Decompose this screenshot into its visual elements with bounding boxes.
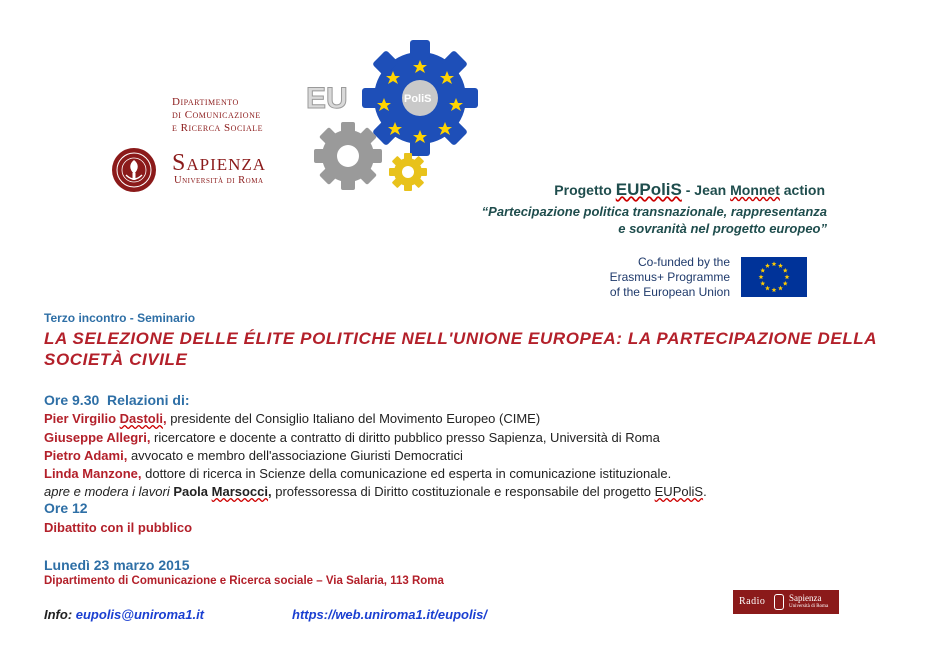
project-name: EUPoliS [615, 180, 682, 199]
speaker-row: Pier Virgilio Dastoli, presidente del Consiglio Italiano del Movimento Europeo (CIME) [44, 411, 541, 426]
university-name: Sapienza [172, 150, 267, 176]
contact-info: Info: eupolis@uniroma1.it [44, 607, 205, 622]
radio-seal-icon [774, 594, 784, 610]
project-quote: “Partecipazione politica transnazionale, rappresentanza e sovranità nel progetto europeo” [481, 204, 827, 236]
speaker-row: Giuseppe Allegri, ricercatore e docente a contratto di diritto pubblico presso Sapienza, Università di Roma [44, 430, 660, 445]
seminar-kicker: Terzo incontro - Seminario [44, 311, 196, 325]
eupolis-gears-logo [300, 36, 482, 194]
radio-sapienza-logo: Radio Sapienza Università di Roma [733, 590, 839, 614]
project-heading: Progetto EUPoliS - Jean Monnet action [554, 180, 825, 199]
speaker-row: Pietro Adami, avvocato e membro dell'associazione Giuristi Democratici [44, 448, 463, 463]
university-subtitle: Università di Roma [174, 175, 264, 186]
moderator-row: apre e modera i lavori Paola Marsocci, professoressa di Diritto costituzionale e responsabile del progetto EUPoliS. [44, 484, 707, 499]
cofunded-text: Co-funded by the Erasmus+ Programme of the European Union [609, 255, 730, 299]
session-2-heading: Ore 12 [44, 500, 88, 516]
event-date: Lunedì 23 marzo 2015 [44, 557, 190, 573]
email-link[interactable]: eupolis@uniroma1.it [75, 607, 205, 622]
debate-text: Dibattito con il pubblico [44, 520, 193, 535]
seminar-title: LA SELEZIONE DELLE ÉLITE POLITICHE NELL'UNIONE EUROPEA: LA PARTECIPAZIONE DELLA SOCIETÀ CIVILE [44, 329, 877, 369]
speaker-row: Linda Manzone, dottore di ricerca in Scienze della comunicazione ed esperta in comunicazione istituzionale. [44, 466, 672, 481]
event-venue: Dipartimento di Comunicazione e Ricerca sociale – Via Salaria, 113 Roma [44, 575, 444, 587]
logo-eu-text: EU [306, 82, 348, 115]
website-link[interactable]: https://web.uniroma1.it/eupolis/ [292, 607, 488, 622]
sapienza-seal-icon [111, 147, 157, 193]
department-name: Dipartimento di Comunicazione e Ricerca Sociale [172, 96, 264, 134]
session-1-heading: Ore 9.30 Relazioni di: [44, 392, 190, 408]
eu-flag-icon [741, 257, 807, 297]
logo-polis-text: PoliS [404, 93, 432, 105]
